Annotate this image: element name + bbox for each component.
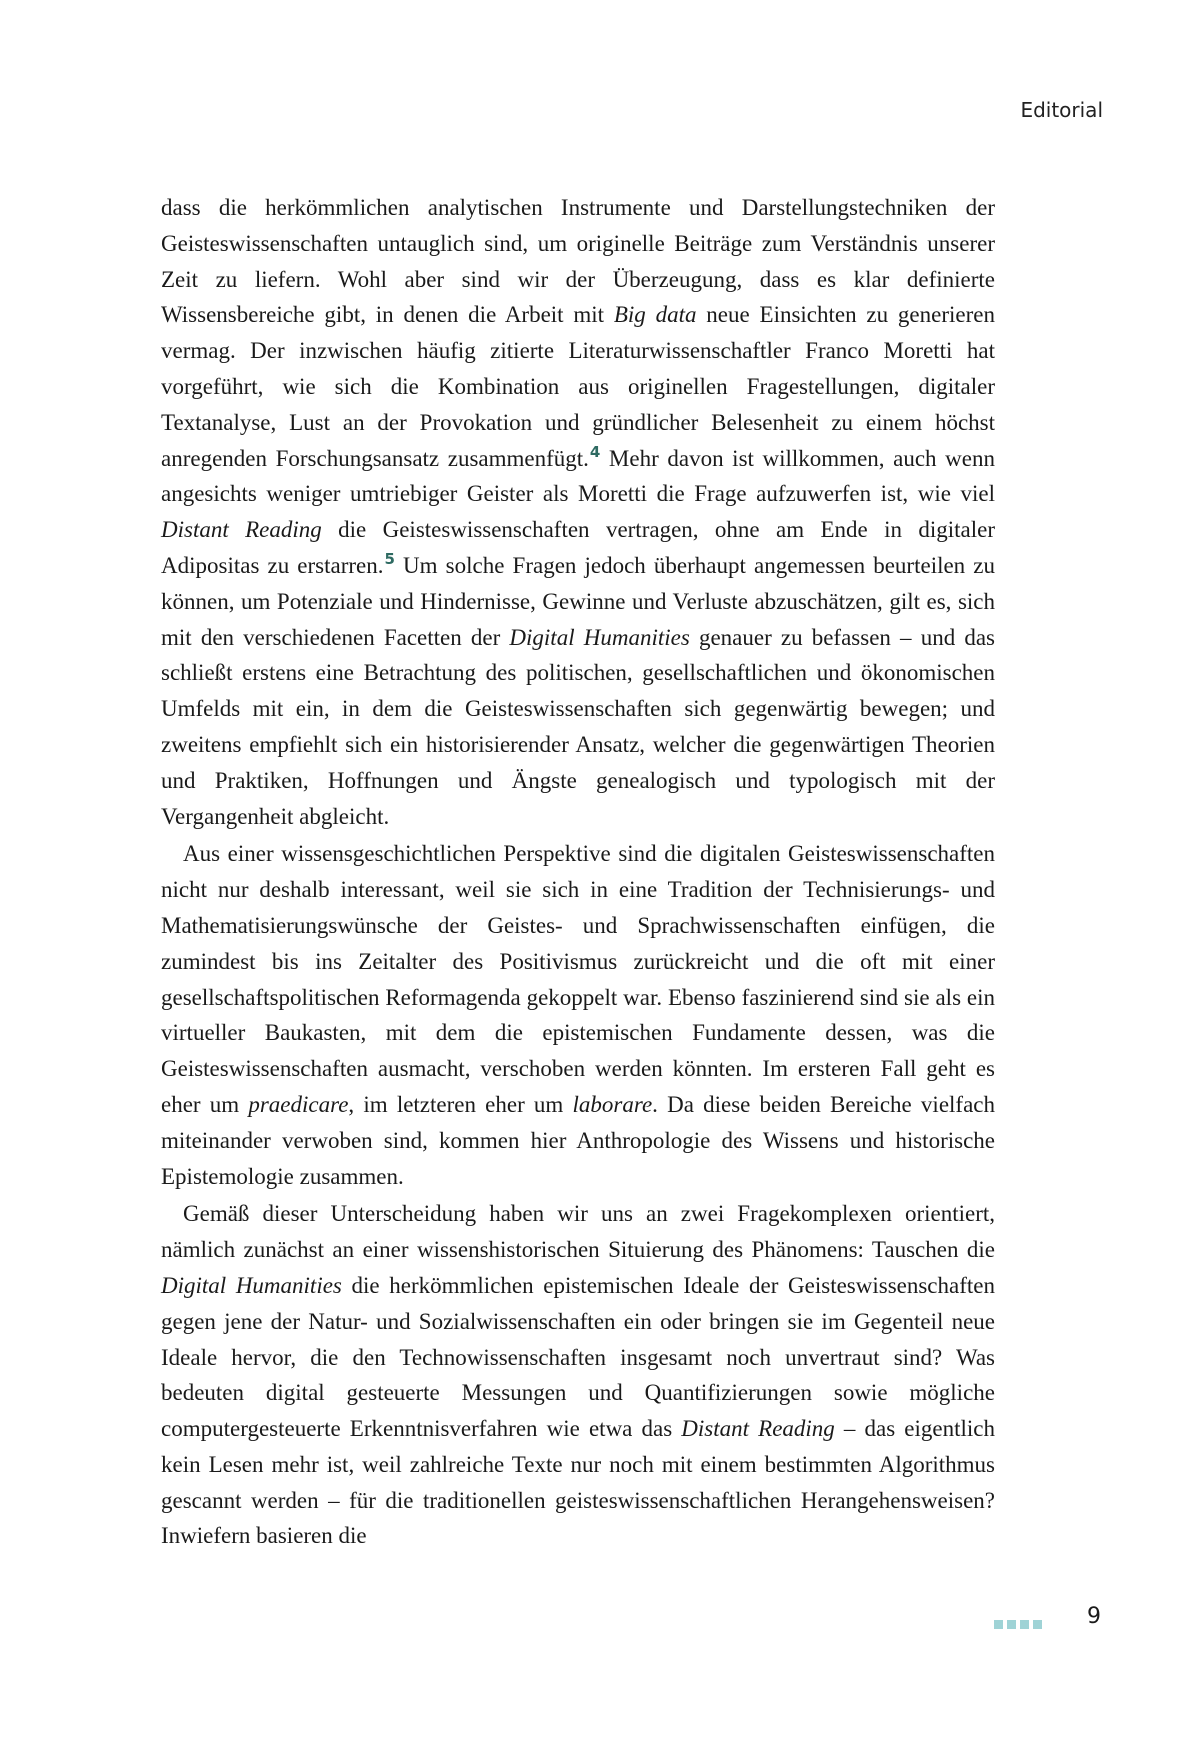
footnote-reference[interactable]: 5 — [384, 550, 395, 569]
footnote-reference[interactable]: 4 — [589, 442, 601, 461]
italic-term: Digital Humanities — [161, 1272, 342, 1298]
footer-decoration — [994, 1620, 1042, 1629]
text-run: Um solche Fragen jedoch überhaupt angemessen beurteilen zu können, um Potenziale und Hindernisse, Gewinne und Verluste abzuschätzen, gilt es, sich mit den verschiedenen Facetten der — [161, 552, 995, 650]
italic-term: Big data — [613, 302, 697, 328]
decorative-square-icon — [994, 1620, 1003, 1629]
decorative-square-icon — [1033, 1620, 1042, 1629]
text-run: Aus einer wissensgeschichtlichen Perspektive sind die digitalen Geisteswissenschaften nicht nur deshalb interessant, weil sie sich in eine Tradition der Technisierungs- und Mathematisierungswünsche der Geistes- und Sprachwissenschaften einfügen, die zumindest bis ins Zeitalter des Positivismus zurückreicht und die oft mit einer gesellschaftspolitischen Reformagenda gekoppelt war. Ebenso faszinierend sind sie als ein virtueller Baukasten, mit dem die epistemischen Fundamente dessen, was die Geisteswissenschaften ausmacht, verschoben werden könnten. Im ersteren Fall geht es eher um — [161, 841, 995, 1117]
italic-term: Digital Humanities — [509, 624, 690, 650]
text-run: Mehr davon ist willkommen, auch wenn angesichts weniger umtriebiger Geister als Moretti die Frage aufzuwerfen ist, wie viel — [161, 445, 995, 507]
paragraph — [161, 190, 995, 834]
paragraph — [161, 1196, 995, 1554]
text-run: Gemäß dieser Unterscheidung haben wir uns an zwei Fragekomplexen orientiert, nämlich zunächst an einer wissenshistorischen Situierung des Phänomens: Tauschen die — [161, 1201, 995, 1263]
text-run: – das eigentlich kein Lesen mehr ist, weil zahlreiche Texte nur noch mit einem bestimmten Algorithmus gescannt werden – für die traditionellen geisteswissenschaftlichen Herangehensweisen? Inwiefern basieren die — [161, 1416, 995, 1549]
text-run: dass die herkömmlichen analytischen Instrumente und Darstellungstechniken der Geisteswissenschaften untauglich sind, um originelle Beiträge zum Verständnis unserer Zeit zu liefern. Wohl aber sind wir der Überzeugung, dass es klar definierte Wissensbereiche gibt, in denen die Arbeit mit — [161, 195, 995, 328]
body-text — [161, 190, 995, 1554]
italic-term: laborare — [572, 1091, 653, 1117]
text-run: neue Einsichten zu generieren vermag. Der inzwischen häufig zitierte Literaturwissenschaftler Franco Moretti hat vorgeführt, wie sich die Kombination aus originellen Fragestellungen, digitaler Textanalyse, Lust an der Provokation und gründlicher Belesenheit zu einem höchst anregenden Forschungsansatz zusammenfügt. — [161, 302, 995, 471]
text-run: , im letzteren eher um — [348, 1091, 573, 1117]
italic-term: praedicare — [248, 1091, 349, 1117]
decorative-square-icon — [1020, 1620, 1029, 1629]
running-header: Editorial — [1020, 98, 1103, 122]
text-run: die Geisteswissenschaften vertragen, ohne am Ende in digitaler Adipositas zu erstarren. — [161, 517, 995, 578]
text-run: genauer zu befassen – und das schließt erstens eine Betrachtung des politischen, gesellschaftlichen und ökonomischen Umfelds mit ein, in dem die Geisteswissenschaften sich gegenwärtig bewegen; und zweitens empfiehlt sich ein historisierender Ansatz, welcher die gegenwärtigen Theorien und Praktiken, Hoffnungen und Ängste genealogisch und typologisch mit der Vergangenheit abgleicht. — [161, 624, 995, 829]
paragraph — [161, 836, 995, 1194]
decorative-square-icon — [1007, 1620, 1016, 1629]
text-run: . Da diese beiden Bereiche vielfach miteinander verwoben sind, kommen hier Anthropologie des Wissens und historische Epistemologie zusammen. — [161, 1091, 995, 1189]
italic-term: Distant Reading — [161, 517, 322, 543]
italic-term: Distant Reading — [681, 1416, 835, 1442]
text-run: die herkömmlichen epistemischen Ideale der Geisteswissenschaften gegen jene der Natur- und Sozialwissenschaften ein oder bringen sie im Gegenteil neue Ideale hervor, die den Technowissenschaften insgesamt noch unvertraut sind? Was bedeuten digital gesteuerte Messungen und Quantifizierungen sowie mögliche computergesteuerte Erkenntnisverfahren wie etwa das — [161, 1272, 995, 1442]
page-number: 9 — [1087, 1604, 1101, 1629]
